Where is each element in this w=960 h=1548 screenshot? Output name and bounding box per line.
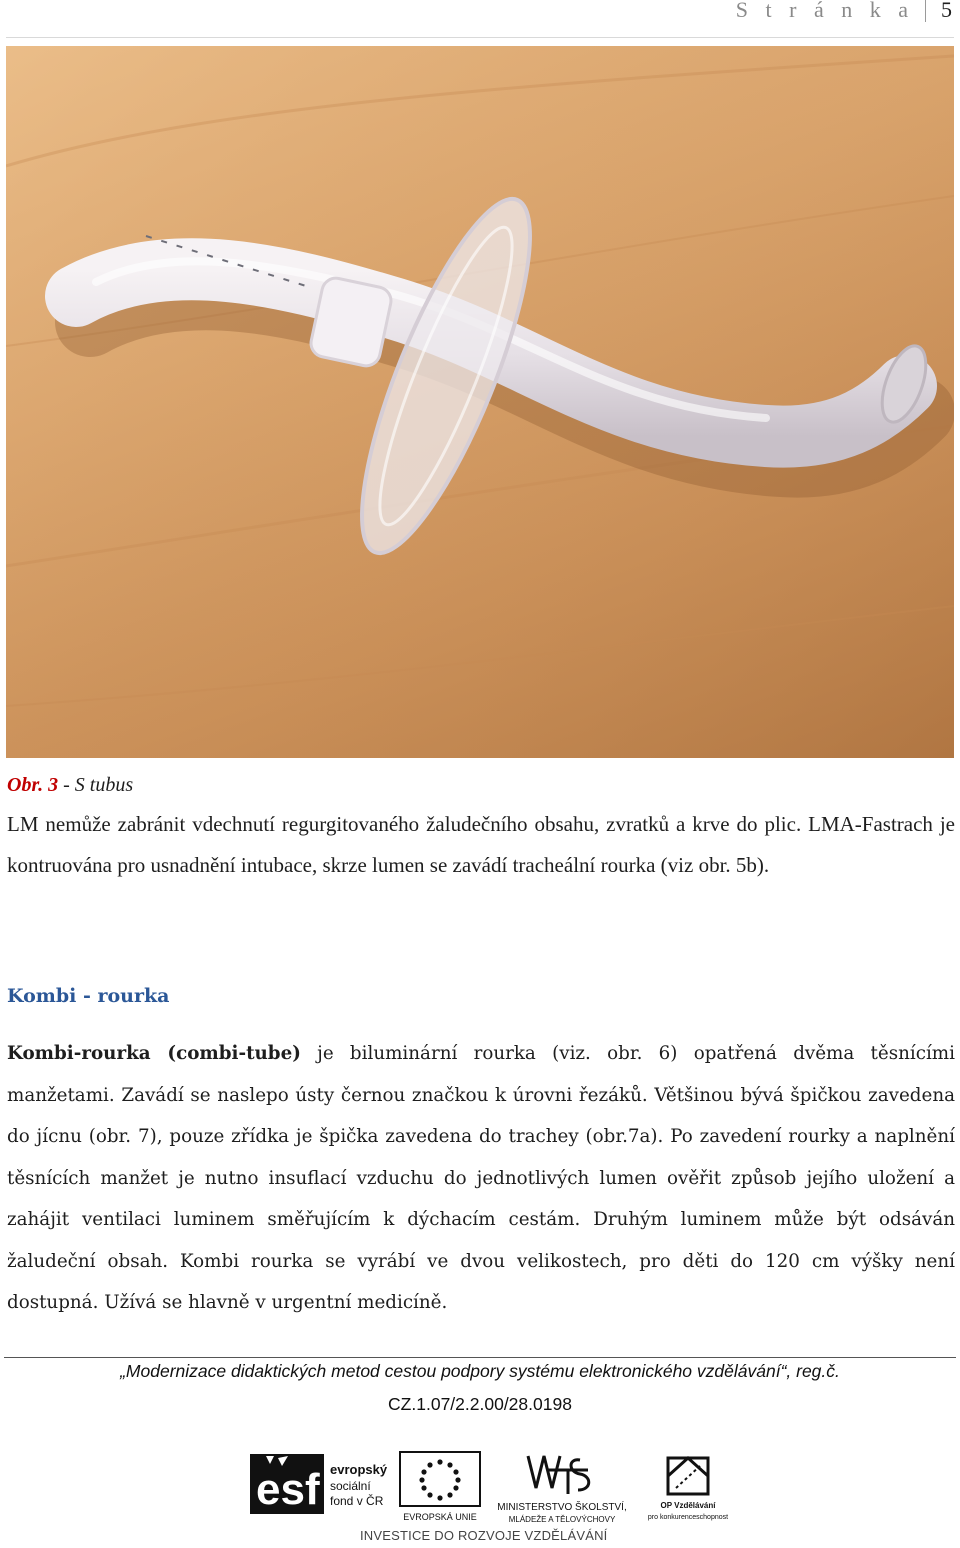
- caption-label: Obr. 3: [7, 774, 59, 796]
- svg-text:esf: esf: [256, 1465, 320, 1514]
- msmt-text-1: MINISTERSTVO ŠKOLSTVÍ,: [497, 1502, 627, 1513]
- funding-logos: [248, 1444, 738, 1548]
- caption-text: - S tubus: [58, 774, 134, 796]
- op-vzdelavani-logo: [638, 1448, 738, 1528]
- eu-flag-logo: [398, 1450, 482, 1524]
- paragraph-combitube: [7, 1033, 955, 1324]
- esf-text-2: sociální: [330, 1479, 371, 1493]
- header-rule: [6, 37, 954, 38]
- section-title: Kombi - rourka: [7, 985, 170, 1007]
- esf-text-3: fond v ČR: [330, 1494, 384, 1508]
- footer-registration-number: CZ.1.07/2.2.00/28.0198: [388, 1394, 572, 1414]
- op-text-1: OP Vzdělávání: [660, 1501, 716, 1510]
- op-text-2: pro konkurenceschopnost: [647, 1514, 729, 1521]
- investment-slogan: INVESTICE DO ROZVOJE VZDĚLÁVÁNÍ: [360, 1528, 608, 1543]
- esf-text-1: evropský: [330, 1462, 388, 1477]
- msmt-logo: [488, 1448, 636, 1528]
- eu-label: EVROPSKÁ UNIE: [403, 1512, 477, 1522]
- msmt-text-2: MLÁDEŽE A TĚLOVÝCHOVY: [508, 1515, 616, 1524]
- paragraph-body: je biluminární rourka (viz. obr. 6) opatřená dvěma těsnícími manžetami. Zavádí se naslepo ústy černou značkou k úrovni řezáků. Většinou bývá špičkou zavedena do jícnu (obr. 7), pouze zřídka je špička zavedena do trachey (obr.7a). Po zavedení rourky a naplnění těsnících manžet je nutno insuflací vzduchu do jednotlivých lumen ověřit způsob jejího uložení a zahájit ventilaci luminem směřujícím k dýchacím cestám. Druhým luminem může být odsáván žaludeční obsah. Kombi rourka se vyrábí ve dvou velikostech, pro děti do 120 cm výšky není dostupná. Užívá se hlavně v urgentní medicíně.: [7, 1043, 955, 1313]
- footer-project-title: „Modernizace didaktických metod cestou podpory systému elektronického vzdělávání“, reg.č.: [120, 1361, 840, 1381]
- page-separator: [925, 0, 926, 22]
- footer-rule: [4, 1357, 956, 1358]
- paragraph-lead-term: Kombi-rourka (combi-tube): [7, 1043, 301, 1064]
- s-tube-illustration: [6, 46, 954, 758]
- esf-logo: [248, 1450, 392, 1518]
- paragraph-lma: LM nemůže zabránit vdechnutí regurgitovaného žaludečního obsahu, zvratků a krve do plic. LMA-Fastrach je kontruována pro usnadnění intubace, skrze lumen se zavádí tracheální rourka (viz obr. 5b).: [7, 812, 955, 877]
- figure-caption: [7, 774, 133, 797]
- page-label: S t r á n k a: [735, 0, 914, 22]
- figure-photo-s-tube: [6, 46, 954, 758]
- page-number: 5: [941, 0, 952, 22]
- page-header: [0, 0, 960, 36]
